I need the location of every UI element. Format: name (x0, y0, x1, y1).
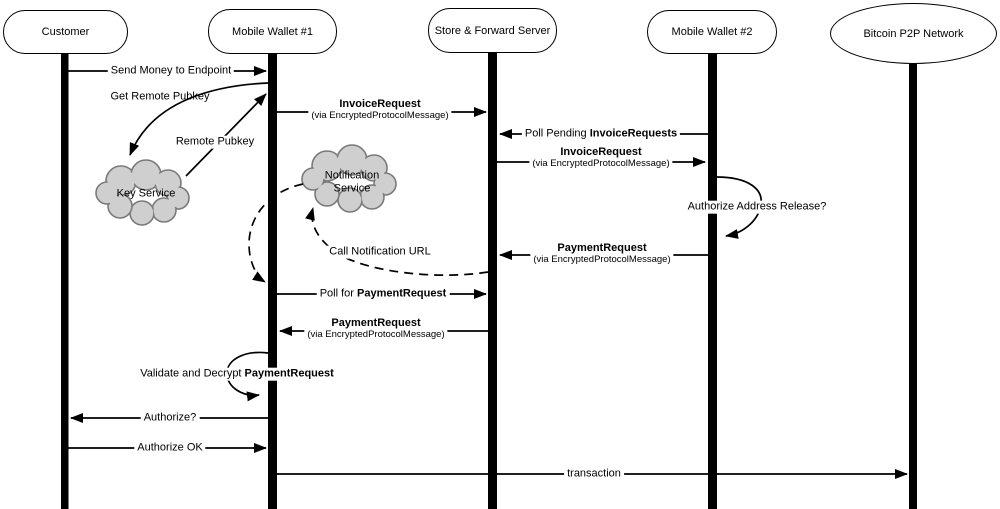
label-validate-decrypt: Validate and Decrypt PaymentRequest (137, 368, 337, 381)
actor-mobile-wallet-1-label: Mobile Wallet #1 (232, 25, 313, 38)
label-send-money: Send Money to Endpoint (108, 65, 234, 78)
label-invoice-request-2: InvoiceRequest (via EncryptedProtocolMessage) (529, 146, 672, 170)
label-invoice-request-1: InvoiceRequest (via EncryptedProtocolMessage) (308, 98, 451, 122)
label-get-remote-pubkey: Get Remote Pubkey (110, 90, 210, 103)
mobile-wallet-2-lifeline (708, 54, 717, 509)
arrow-call-notification-url (312, 208, 488, 275)
actor-store-forward-server-label: Store & Forward Server (434, 24, 551, 37)
label-remote-pubkey: Remote Pubkey (173, 136, 257, 149)
actor-customer (3, 10, 128, 54)
key-service-label: Key Service (116, 187, 176, 200)
label-poll-for-payment: Poll for PaymentRequest (317, 288, 450, 301)
label-authorize-q: Authorize? (141, 412, 200, 425)
label-payment-request-2: PaymentRequest (via EncryptedProtocolMessage) (304, 317, 447, 341)
label-transaction: transaction (564, 468, 624, 481)
actor-mobile-wallet-1 (208, 9, 337, 54)
notification-service-label: Notification Service (324, 169, 380, 195)
actor-bitcoin-p2p-network-label: Bitcoin P2P Network (863, 27, 964, 40)
store-forward-server-lifeline (488, 53, 497, 509)
actor-store-forward-server (428, 8, 557, 53)
actor-mobile-wallet-2 (647, 10, 777, 54)
customer-lifeline (61, 54, 69, 509)
bitcoin-p2p-lifeline (909, 64, 917, 509)
label-poll-pending: Poll Pending InvoiceRequests (522, 128, 680, 141)
label-call-notification-url: Call Notification URL (326, 246, 433, 259)
actor-customer-label: Customer (41, 26, 90, 38)
label-authorize-ok: Authorize OK (134, 442, 205, 455)
mobile-wallet-1-lifeline (268, 54, 277, 509)
actor-mobile-wallet-2-label: Mobile Wallet #2 (671, 26, 753, 38)
actor-bitcoin-p2p-network (830, 3, 997, 64)
label-payment-request-1: PaymentRequest (via EncryptedProtocolMessage) (530, 242, 673, 266)
label-authorize-address-release: Authorize Address Release? (685, 201, 830, 214)
